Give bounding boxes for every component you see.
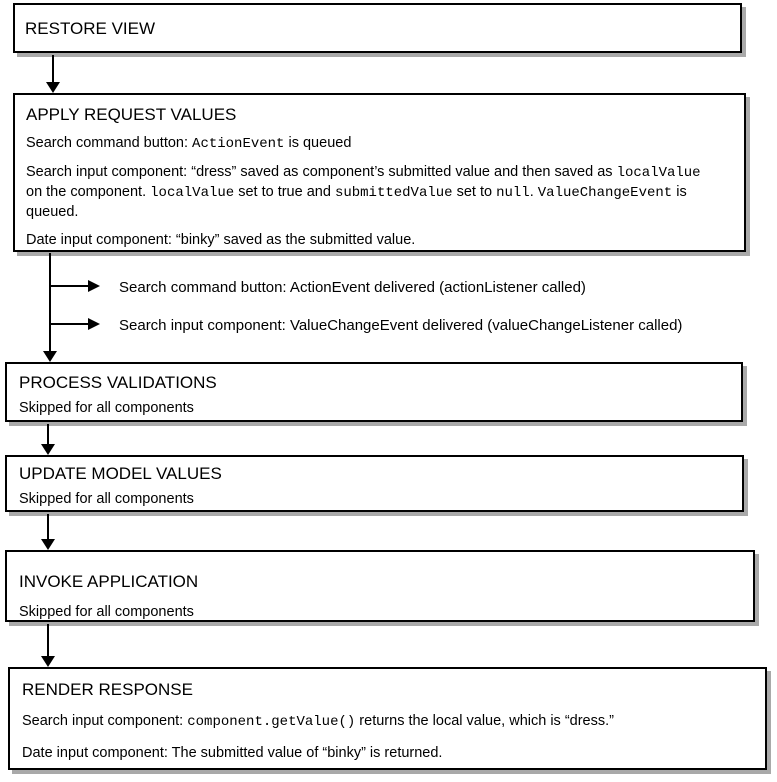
event-branch-line xyxy=(50,285,88,287)
flow-arrow-line xyxy=(47,624,49,657)
phase-detail: Search input component: component.getValue() returns the local value, which is “dress.” xyxy=(22,713,614,730)
arrow-down-icon xyxy=(41,656,55,667)
code-token: ValueChangeEvent xyxy=(537,185,673,201)
phase-title: INVOKE APPLICATION xyxy=(19,572,199,591)
event-branch-line xyxy=(50,323,88,325)
code-token: ActionEvent xyxy=(192,136,285,152)
event-label-valuechange: Search input component: ValueChangeEvent delivered (valueChangeListener called) xyxy=(119,317,683,334)
phase-detail: Search input component: “dress” saved as component’s submitted value and then saved as localValue on the component. localValue set to true and submittedValue set to null. ValueChangeEvent is queued. xyxy=(26,164,701,220)
phase-box-render-response xyxy=(8,667,767,770)
arrow-down-icon xyxy=(41,539,55,550)
arrow-right-icon xyxy=(88,318,100,330)
event-label-action: Search command button: ActionEvent delivered (actionListener called) xyxy=(119,279,586,296)
flow-arrow-line xyxy=(49,253,51,352)
arrow-right-icon xyxy=(88,280,100,292)
flow-arrow-line xyxy=(47,424,49,445)
phase-detail: Skipped for all components xyxy=(19,604,194,620)
phase-box-restore-view xyxy=(13,3,742,53)
phase-box-invoke-application xyxy=(5,550,755,622)
phase-box-update-model-values xyxy=(5,455,744,512)
phase-title: RESTORE VIEW xyxy=(25,19,156,38)
phase-detail: Date input component: The submitted value of “binky” is returned. xyxy=(22,745,443,761)
code-token: submittedValue xyxy=(334,185,453,201)
arrow-down-icon xyxy=(43,351,57,362)
code-token: localValue xyxy=(616,165,701,181)
phase-title: UPDATE MODEL VALUES xyxy=(19,464,222,483)
phase-box-process-validations xyxy=(5,362,743,422)
phase-box-apply-request-values xyxy=(13,93,746,252)
code-token: localValue xyxy=(150,185,235,201)
phase-detail: Skipped for all components xyxy=(19,400,194,416)
phase-title: APPLY REQUEST VALUES xyxy=(26,105,237,124)
phase-title: PROCESS VALIDATIONS xyxy=(19,373,217,392)
arrow-down-icon xyxy=(41,444,55,455)
flow-arrow-line xyxy=(52,55,54,83)
code-token: null xyxy=(496,185,530,201)
phase-detail: Date input component: “binky” saved as the submitted value. xyxy=(26,232,416,248)
phase-detail: Search command button: ActionEvent is queued xyxy=(26,135,352,152)
phase-detail: Skipped for all components xyxy=(19,491,194,507)
arrow-down-icon xyxy=(46,82,60,93)
phase-title: RENDER RESPONSE xyxy=(22,680,193,699)
code-token: component.getValue() xyxy=(187,714,356,730)
flow-arrow-line xyxy=(47,514,49,540)
